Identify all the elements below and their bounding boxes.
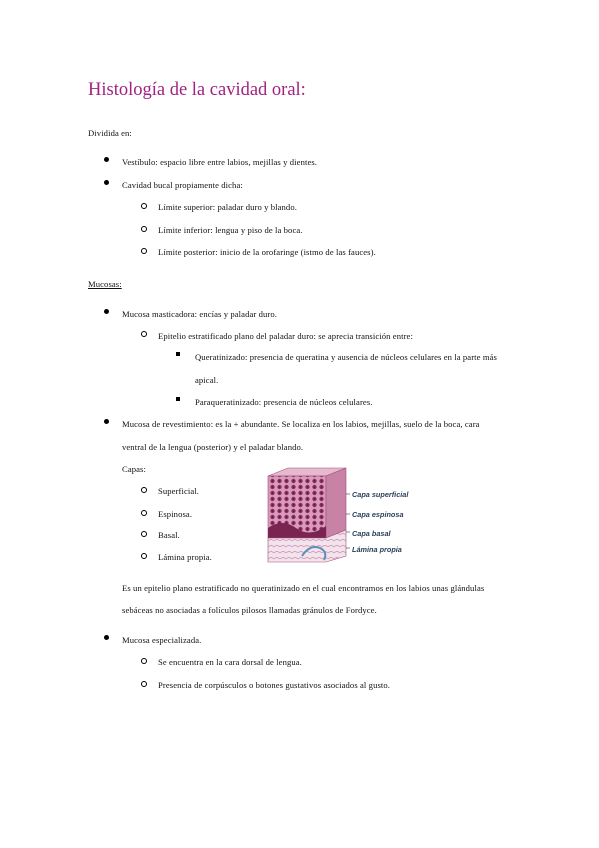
bullet-dot: [104, 419, 109, 424]
capa-lamina-propia: Lámina propia.: [158, 552, 212, 562]
bullet-circle: [141, 531, 147, 537]
paragraph-fordyce-cont: sebáceas no asociadas a folículos pilosos llamadas gránulos de Fordyce.: [122, 605, 377, 615]
list-item-mucosa-revestimiento-cont: ventral de la lengua (posterior) y el paladar blando.: [122, 442, 304, 452]
figure-label-superficial: Capa superficial: [352, 490, 409, 499]
bullet-circle: [141, 331, 147, 337]
list-item-cara-dorsal: Se encuentra en la cara dorsal de lengua.: [158, 657, 302, 667]
intro-text: Dividida en:: [88, 128, 132, 138]
list-item-mucosa-especializada: Mucosa especializada.: [122, 635, 202, 645]
epithelium-illustration: [262, 466, 434, 564]
capa-basal: Basal.: [158, 530, 180, 540]
list-item-cavidad: Cavidad bucal propiamente dicha:: [122, 180, 243, 190]
paragraph-fordyce: Es un epitelio plano estratificado no queratinizado en el cual encontramos en los labios unas glándulas: [122, 583, 485, 593]
bullet-dot: [104, 309, 109, 314]
bullet-dot: [104, 180, 109, 185]
list-item-mucosa-masticadora: Mucosa masticadora: encías y paladar duro.: [122, 309, 278, 319]
list-item-queratinizado-cont: apical.: [195, 375, 219, 385]
bullet-circle: [141, 658, 147, 664]
list-item-epitelio-paladar: Epitelio estratificado plano del paladar duro: se aprecia transición entre:: [158, 331, 413, 341]
bullet-circle: [141, 226, 147, 232]
list-item-limite-inferior: Límite inferior: lengua y piso de la boca.: [158, 225, 303, 235]
list-item-limite-posterior: Límite posterior: inicio de la orofaringe (istmo de las fauces).: [158, 247, 376, 257]
list-item-paraqueratinizado: Paraqueratinizado: presencia de núcleos celulares.: [195, 397, 373, 407]
list-item-queratinizado: Queratinizado: presencia de queratina y ausencia de núcleos celulares en la parte más: [195, 352, 497, 362]
epithelium-drawing: [262, 466, 350, 564]
bullet-circle: [141, 203, 147, 209]
list-item-vestibulo: Vestíbulo: espacio libre entre labios, mejillas y dientes.: [122, 157, 318, 167]
list-item-botones-gustativos: Presencia de corpúsculos o botones gustativos asociados al gusto.: [158, 680, 391, 690]
figure-label-basal: Capa basal: [352, 529, 391, 538]
page-title: Histología de la cavidad oral:: [88, 80, 306, 100]
capa-superficial: Superficial.: [158, 486, 200, 496]
bullet-square: [176, 397, 180, 401]
bullet-circle: [141, 681, 147, 687]
list-item-mucosa-revestimiento: Mucosa de revestimiento: es la + abundante. Se localiza en los labios, mejillas, suelo de la boca, cara: [122, 419, 480, 429]
capa-espinosa: Espinosa.: [158, 509, 193, 519]
bullet-circle: [141, 248, 147, 254]
bullet-circle: [141, 553, 147, 559]
bullet-dot: [104, 157, 109, 162]
bullet-square: [176, 352, 180, 356]
capas-label: Capas:: [122, 464, 146, 474]
bullet-dot: [104, 635, 109, 640]
section-heading-mucosas: Mucosas:: [88, 279, 122, 289]
figure-label-lamina-propia: Lámina propia: [352, 545, 402, 554]
bullet-circle: [141, 487, 147, 493]
list-item-limite-superior: Límite superior: paladar duro y blando.: [158, 202, 297, 212]
figure-label-espinosa: Capa espinosa: [352, 510, 404, 519]
bullet-circle: [141, 510, 147, 516]
